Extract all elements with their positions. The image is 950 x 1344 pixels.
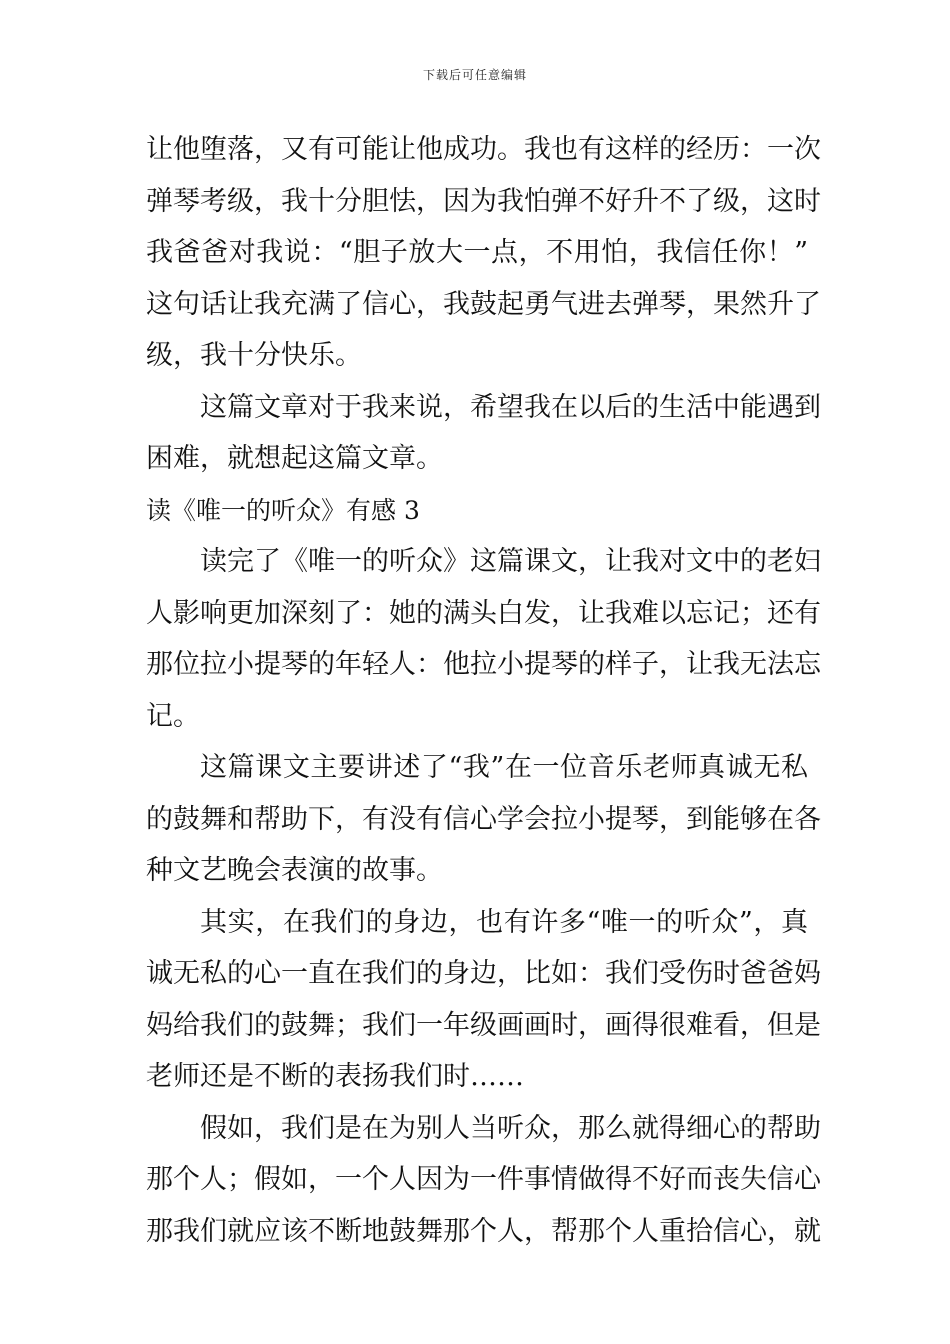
text-line: 老师还是不断的表扬我们时…… bbox=[146, 1061, 524, 1092]
text-line: 这篇文章对于我来说，希望我在以后的生活中能遇到 bbox=[200, 391, 821, 423]
text-line: 诚无私的心一直在我们的身边，比如：我们受伤时爸爸妈 bbox=[146, 958, 821, 989]
text-line: 这篇课文主要讲述了“我”在一位音乐老师真诚无私 bbox=[200, 752, 808, 783]
text-line: 人影响更加深刻了：她的满头白发，让我难以忘记；还有 bbox=[146, 597, 821, 629]
text-line: 读完了《唯一的听众》这篇课文，让我对文中的老妇 bbox=[200, 546, 821, 577]
text-line: 那我们就应该不断地鼓舞那个人，帮那个人重拾信心，就 bbox=[146, 1215, 821, 1247]
text-line: 级，我十分快乐。 bbox=[146, 340, 362, 371]
text-line: 其实，在我们的身边，也有许多“唯一的听众”，真 bbox=[200, 906, 808, 938]
text-line: 困难，就想起这篇文章。 bbox=[146, 443, 443, 474]
text-line: 让他堕落，又有可能让他成功。我也有这样的经历：一次 bbox=[146, 134, 821, 165]
text-line: 这句话让我充满了信心，我鼓起勇气进去弹琴，果然升了 bbox=[146, 288, 821, 320]
text-line: 妈给我们的鼓舞；我们一年级画画时，画得很难看，但是 bbox=[146, 1009, 821, 1041]
text-line: 记。 bbox=[146, 700, 200, 732]
text-line: 种文艺晚会表演的故事。 bbox=[146, 855, 443, 886]
document-body bbox=[146, 124, 821, 1257]
header-note: 下载后可任意编辑 bbox=[422, 68, 527, 82]
text-line: 我爸爸对我说：“胆子放大一点，不用怕，我信任你！” bbox=[146, 237, 808, 268]
text-line: 弹琴考级，我十分胆怯，因为我怕弹不好升不了级，这时 bbox=[146, 185, 821, 217]
text-line: 的鼓舞和帮助下，有没有信心学会拉小提琴，到能够在各 bbox=[146, 803, 821, 835]
text-line: 假如，我们是在为别人当听众，那么就得细心的帮助 bbox=[200, 1112, 821, 1144]
text-line: 那个人；假如，一个人因为一件事情做得不好而丧失信心 bbox=[146, 1164, 821, 1195]
section-heading: 读《唯一的听众》有感 3 bbox=[146, 495, 420, 525]
text-line: 那位拉小提琴的年轻人：他拉小提琴的样子，让我无法忘 bbox=[146, 649, 821, 680]
